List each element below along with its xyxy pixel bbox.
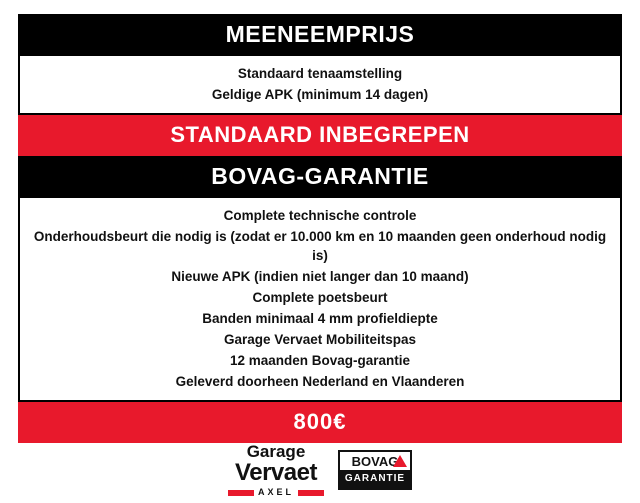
warranty-item: Complete technische controle: [223, 208, 417, 223]
bovag-garantie-header: BOVAG-GARANTIE: [18, 156, 622, 198]
header-condition-line: Standaard tenaamstelling: [237, 66, 403, 81]
standaard-inbegrepen-band: STANDAARD INBEGREPEN: [18, 115, 622, 156]
bovag-triangle-icon: [393, 455, 407, 467]
garage-logo-top-text: Garage: [246, 442, 306, 461]
bovag-logo-top: [340, 452, 410, 470]
warranty-item: Geleverd doorheen Nederland en Vlaanderen: [175, 374, 465, 389]
warranty-item: Banden minimaal 4 mm profieldiepte: [202, 311, 438, 326]
warranty-item: Garage Vervaet Mobiliteitspas: [223, 332, 417, 347]
bovag-logo-text: BOVAG: [351, 454, 399, 469]
garage-logo-bottom: [228, 488, 324, 497]
warranty-item: Onderhoudsbeurt die nodig is (zodat er 10.000 km en 10 maanden geen onderhoud nodig is): [33, 229, 607, 263]
header-condition-line: Geldige APK (minimum 14 dagen): [211, 87, 429, 102]
header-conditions-block: [18, 56, 622, 115]
warranty-item: 12 maanden Bovag-garantie: [229, 353, 411, 368]
red-bar-left-icon: [228, 490, 254, 496]
warranty-item: Complete poetsbeurt: [252, 290, 388, 305]
garage-vervaet-logo: [228, 443, 324, 497]
price-band: 800€: [18, 402, 622, 443]
red-bar-right-icon: [298, 490, 324, 496]
bovag-garantie-logo: [338, 450, 412, 490]
garage-logo-city-text: AXEL: [257, 487, 294, 497]
bovag-logo-bottom-text: GARANTIE: [340, 470, 410, 488]
warranty-item: Nieuwe APK (indien niet langer dan 10 maand): [171, 269, 469, 284]
meeneemprijs-header: MEENEEMPRIJS: [18, 14, 622, 56]
footer-logos: [18, 443, 622, 503]
garage-logo-name-text: Vervaet: [235, 459, 317, 486]
warranty-items-block: [18, 198, 622, 402]
